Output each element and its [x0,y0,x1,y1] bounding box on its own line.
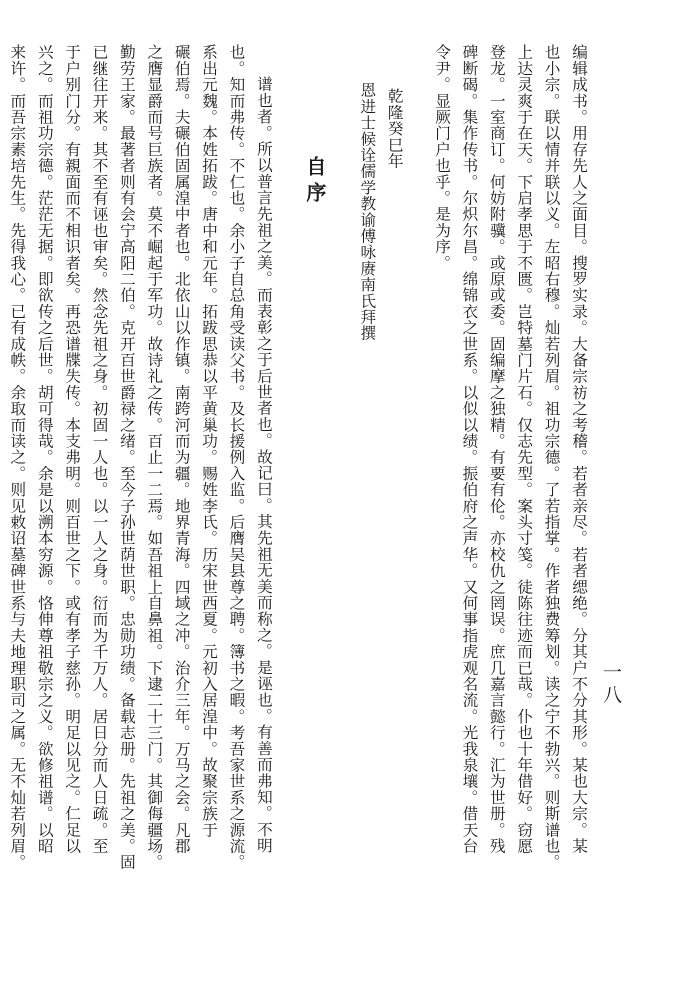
self-preface-line-1: 谱也者。所以普言先祖之美。而表彰之于后世者也。故记曰。其先祖无美而称之。是诬也。有善而弗知。不明 [254,76,273,854]
preface-signature: 恩进士候诠儒学教谕傅咏赓南氏拜撰 [358,82,377,342]
preface-line-3: 上达灵爽于在天。下启孝思于不匮。岂特墓门片石。仅志先型。案头寸笺。徒陈往迹而已哉。仆也十年借好。窃愿 [515,44,534,854]
column-spacer [277,44,297,956]
page-number: 一八 [600,662,622,708]
self-preface-line-10: 来许。而吾宗素培先生。先得我心。已有成帙。余取而读之。则见敕诏墓碑世系与夫地理职司之属。无不灿若列眉。 [8,44,27,871]
self-preface-line-4: 碾伯焉。夫碾伯固属湟中者也。北依山以作镇。南跨河而为疆。地界青海。四域之冲。治介三年。万马之会。凡郡 [172,44,191,854]
text-columns [0,44,592,964]
self-preface-line-6: 勤劳王家。最著者则有会宁高阳二伯。克开百世爵禄之绪。至今子孙世荫世职。忠勋功绩。备载志册。先祖之美。固 [117,44,136,871]
column-spacer [333,44,353,956]
column-spacer [408,44,428,956]
self-preface-line-7: 已继往开来。其不至有诬也审矣。然念先祖之身。初固一人也。以一人之身。衍而为千万人。居日分而人日疏。至 [90,44,109,854]
preface-line-5: 碑断碣。集作传书。尔炽尔昌。绵锦衣之世系。以似以绩。振伯府之声华。又何事指虎观名流。光我泉壤。借天台 [460,44,479,854]
self-preface-line-5: 之膺显爵而号巨族者。莫不崛起于军功。故诗礼之传。百止一二焉。如吾祖上自鼻祖。下逮二十三门。其御侮疆场。 [145,44,164,871]
preface-line-4: 登龙。一室商订。何妨附骥。或原或委。固编摩之独精。有要有伦。亦校仇之罔误。庶几嘉言懿行。汇为世册。残 [487,44,506,854]
self-preface-line-8: 于户别门分。有親面而不相识者矣。再恐谱牒失传。本支弗明。则百世之下。或有孝子慈孙。明足以见之。仁足以 [63,44,82,854]
preface-line-6: 令尹。显厥门户也乎。是为序。 [433,44,452,271]
self-preface-line-9: 兴之。而祖功宗德。茫茫无据。即欲传之后世。胡可得哉。余是以溯本穷源。恪伸尊祖敬宗之义。欲修祖谱。以昭 [35,44,54,854]
section-title: 自序 [302,156,327,208]
preface-line-1: 编辑成书。用存先人之面目。搜罗实录。大备宗祊之考稽。若者亲尽。若者缌绝。分其户不分其形。某也大宗。某 [570,44,588,854]
self-preface-line-2: 也。知而弗传。不仁也。余小子自总角受读父书。及长援例入监。后膺吴县尊之聘。簿书之暇。考吾家世系之源流。 [227,44,246,871]
preface-date: 乾隆癸巳年 [385,88,404,169]
self-preface-line-3: 系出元魏。本姓拓跋。唐中和元年。拓跋思恭以平黄巢功。赐姓李氏。历宋世西夏。元初入居湟中。故聚宗族于 [200,44,219,838]
preface-line-2: 也小宗。联以情并联以义。左昭右穆。灿若列眉。祖功宗德。了若指掌。作者独费筹划。读之宁不勃兴。则斯谱也。 [542,44,561,871]
